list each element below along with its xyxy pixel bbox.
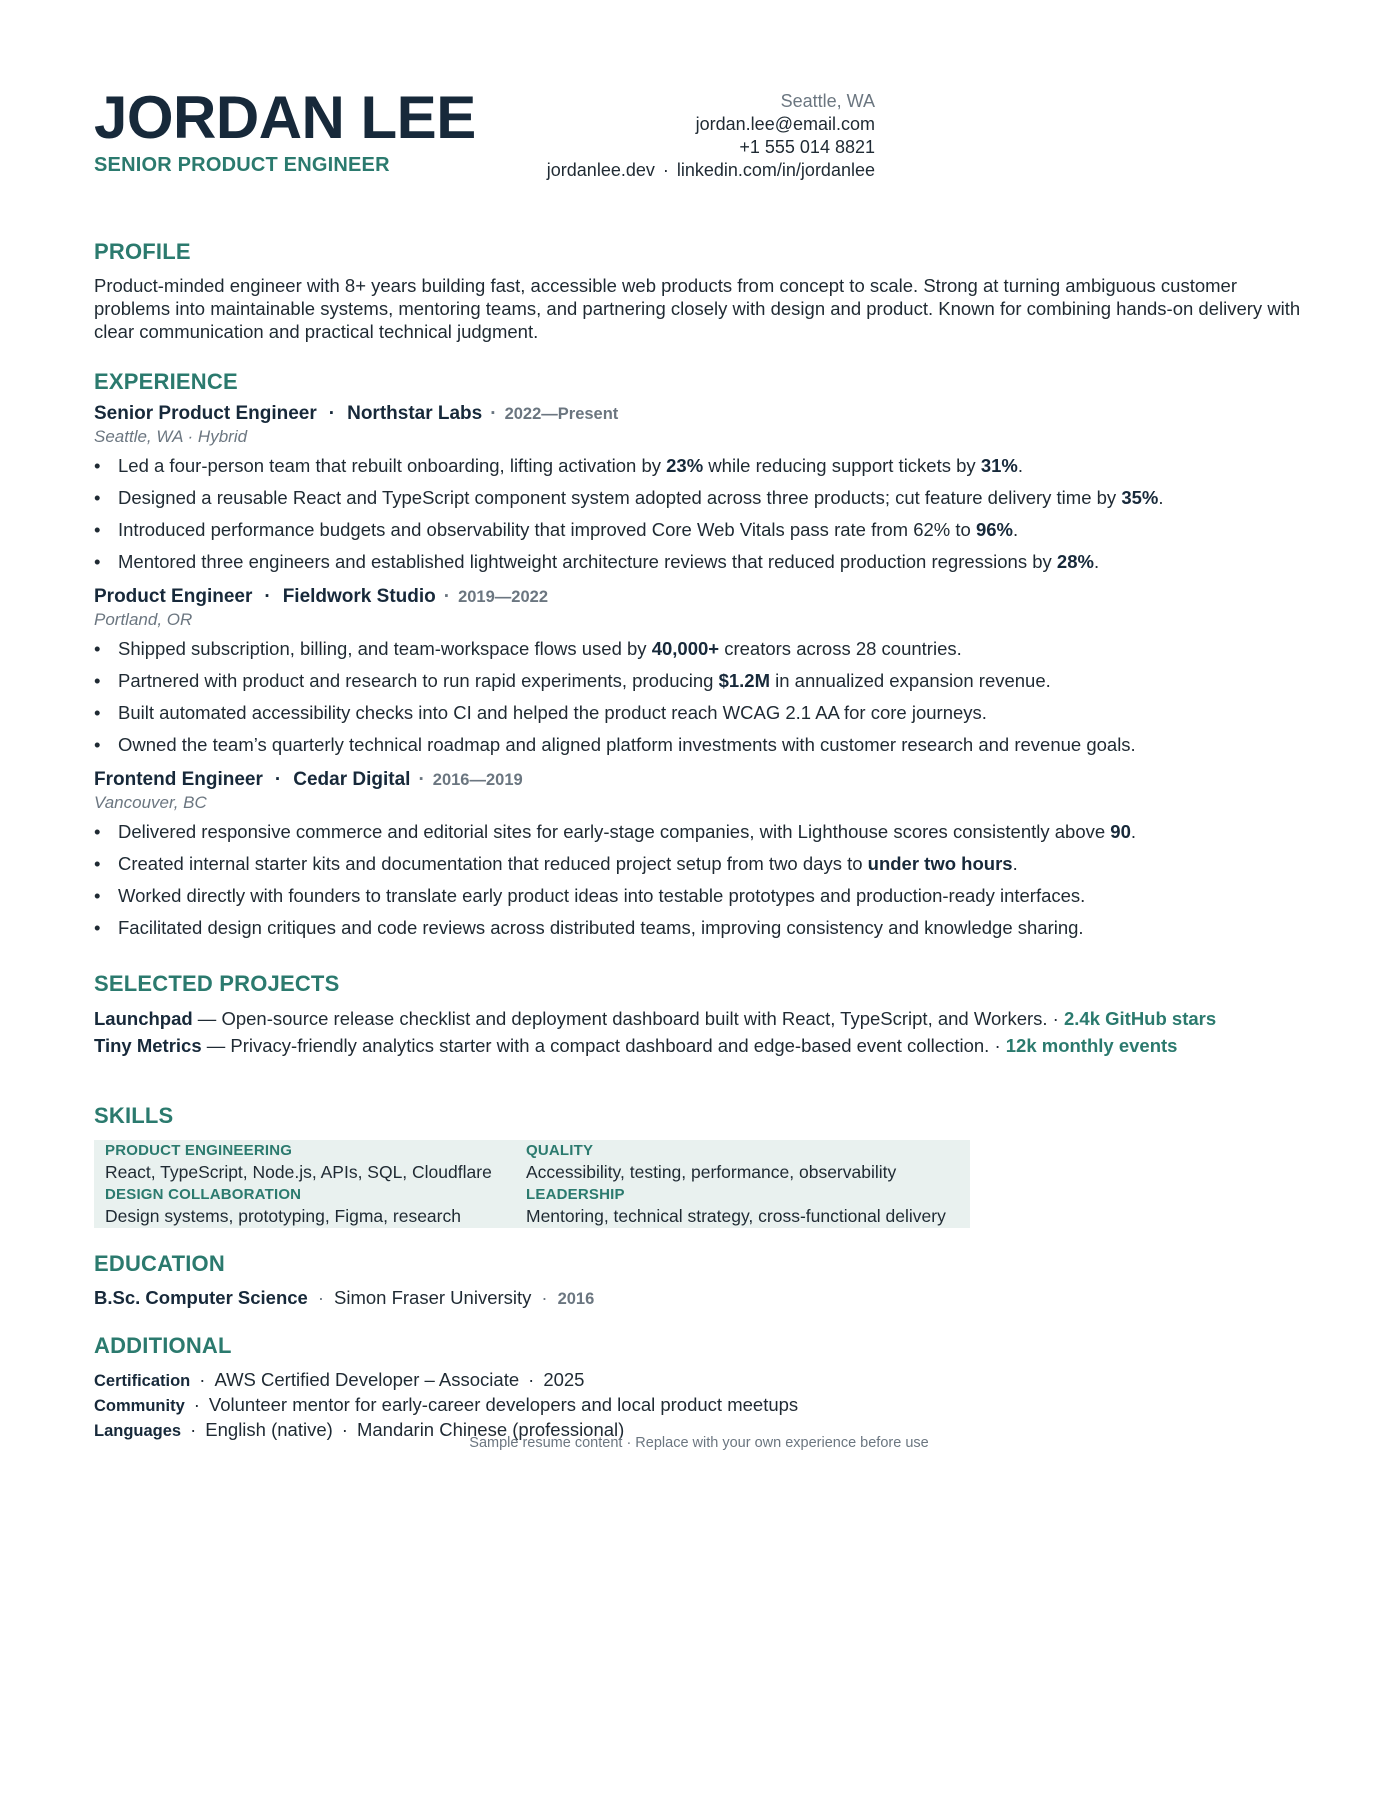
project-metric: 12k monthly events — [1005, 1035, 1178, 1056]
job-location: Vancouver, BC — [94, 793, 207, 812]
bullet-text: while reducing support tickets by — [703, 455, 981, 476]
skill-group-value: Design systems, prototyping, Figma, research — [105, 1206, 461, 1226]
bullet-text: . — [1158, 487, 1164, 508]
bullet-highlight: $1.2M — [718, 670, 770, 691]
separator-dot: · — [341, 1419, 348, 1440]
job-entry — [94, 402, 1304, 578]
contact-phone: +1 555 014 8821 — [739, 137, 875, 157]
job-dates: 2019—2022 — [458, 588, 548, 606]
bullet-text: Led a four-person team that rebuilt onboarding, lifting activation by — [118, 455, 667, 476]
bullet-text: Delivered responsive commerce and editorial sites for early-stage companies, with Lighthouse scores consistently above — [118, 821, 1111, 842]
additional-label: Certification — [94, 1372, 191, 1390]
education-entry — [94, 1286, 1304, 1311]
job-company: Cedar Digital — [293, 769, 411, 790]
bullet-text: in annualized expansion revenue. — [769, 670, 1051, 691]
separator-dot: · — [662, 160, 669, 180]
bullet-item — [94, 697, 1304, 729]
job-bullets — [94, 816, 1304, 944]
experience-section — [94, 368, 1304, 396]
bullet-text: creators across 28 countries. — [719, 638, 962, 659]
additional-value: Mandarin Chinese (professional) — [356, 1419, 625, 1440]
bullet-highlight: 96% — [975, 519, 1013, 540]
project-item — [94, 1035, 1304, 1056]
job-role: Senior Product Engineer — [94, 403, 317, 424]
separator-dot: · — [317, 1287, 325, 1308]
skill-group-value: Accessibility, testing, performance, observability — [526, 1162, 897, 1182]
additional-label: Community — [94, 1397, 185, 1415]
job-role: Product Engineer — [94, 586, 253, 607]
project-desc: — Open-source release checklist and deployment dashboard built with React, TypeScript, and Workers. · — [192, 1008, 1064, 1029]
bullet-text: Owned the team’s quarterly technical roadmap and aligned platform investments with customer research and revenue goals. — [118, 734, 1136, 755]
bullet-highlight: 40,000+ — [651, 638, 720, 659]
additional-row — [94, 1393, 1304, 1418]
candidate-name: JORDAN LEE — [94, 84, 476, 151]
bullet-text: Partnered with product and research to run rapid experiments, producing — [118, 670, 719, 691]
project-item — [94, 1008, 1304, 1029]
education-degree: B.Sc. Computer Science — [94, 1287, 308, 1308]
job-dates: 2022—Present — [504, 405, 619, 423]
bullet-item — [94, 880, 1304, 912]
bullet-text: Built automated accessibility checks into CI and helped the product reach WCAG 2.1 AA for core journeys. — [118, 702, 987, 723]
bullet-item — [94, 912, 1304, 944]
bullet-item — [94, 816, 1304, 848]
resume-header — [94, 82, 1304, 192]
separator-dot: · — [528, 1369, 535, 1390]
skill-group-label: PRODUCT ENGINEERING — [105, 1142, 293, 1159]
section-heading-experience: EXPERIENCE — [94, 369, 238, 394]
education-school: Simon Fraser University — [334, 1287, 532, 1308]
separator-dot: · — [264, 586, 271, 607]
bullet-text: Shipped subscription, billing, and team-workspace flows used by — [118, 638, 652, 659]
education-section — [94, 1250, 1304, 1311]
section-heading-profile: PROFILE — [94, 239, 191, 264]
bullet-highlight: under two hours — [867, 853, 1013, 874]
bullet-item — [94, 665, 1304, 697]
bullet-text: Mentored three engineers and established lightweight architecture reviews that reduced production regressions by — [118, 551, 1057, 572]
job-location: Seattle, WA · Hybrid — [94, 427, 248, 446]
bullet-text: Facilitated design critiques and code reviews across distributed teams, improving consistency and knowledge sharing. — [118, 917, 1084, 938]
separator-dot: · — [190, 1419, 197, 1440]
bullet-highlight: 90 — [1110, 821, 1131, 842]
job-entry — [94, 768, 1304, 944]
skill-group-value: React, TypeScript, Node.js, APIs, SQL, Cloudflare — [105, 1162, 492, 1182]
profile-text: Product-minded engineer with 8+ years building fast, accessible web products from concept to scale. Strong at turning ambiguous customer problems into maintainable systems, mentoring teams, and partnering closely with design and product. Known for combining hands-on delivery with clear communication and practical technical judgment. — [94, 275, 1301, 342]
separator-dot: · — [490, 403, 497, 424]
additional-value: AWS Certified Developer – Associate — [214, 1369, 520, 1390]
bullet-item — [94, 450, 1304, 482]
job-company: Fieldwork Studio — [282, 586, 436, 607]
bullet-highlight: 31% — [980, 455, 1018, 476]
contact-email[interactable]: jordan.lee@email.com — [695, 114, 875, 134]
project-metric: 2.4k GitHub stars — [1063, 1008, 1217, 1029]
job-location: Portland, OR — [94, 610, 193, 629]
bullet-item — [94, 848, 1304, 880]
projects-section — [94, 970, 1304, 1056]
bullet-highlight: 35% — [1121, 487, 1159, 508]
job-bullets — [94, 633, 1304, 761]
skills-section — [94, 1102, 1304, 1130]
skills-table — [94, 1140, 970, 1228]
additional-value: English (native) — [205, 1419, 333, 1440]
bullet-item — [94, 633, 1304, 665]
additional-value: Volunteer mentor for early-career developers and local product meetups — [208, 1394, 799, 1415]
separator-dot: · — [193, 1394, 200, 1415]
job-entry — [94, 585, 1304, 761]
job-header — [94, 768, 1304, 792]
bullet-highlight: 28% — [1056, 551, 1094, 572]
skill-group-label: QUALITY — [526, 1142, 594, 1159]
bullet-text: Introduced performance budgets and observability that improved Core Web Vitals pass rate from 62% to — [118, 519, 976, 540]
project-desc: — Privacy-friendly analytics starter with a compact dashboard and edge-based event collection. · — [201, 1035, 1006, 1056]
additional-value: 2025 — [543, 1369, 585, 1390]
project-name: Launchpad — [94, 1008, 193, 1029]
job-bullets — [94, 450, 1304, 578]
additional-row — [94, 1368, 1304, 1393]
skill-group-label: LEADERSHIP — [526, 1186, 625, 1203]
section-heading-projects: SELECTED PROJECTS — [94, 971, 340, 996]
contact-links — [547, 159, 875, 182]
bullet-text: Created internal starter kits and documentation that reduced project setup from two days to — [118, 853, 868, 874]
bullet-text: Worked directly with founders to translate early product ideas into testable prototypes and production-ready interfaces. — [118, 885, 1086, 906]
additional-section — [94, 1332, 1304, 1443]
job-dates: 2016—2019 — [432, 771, 523, 789]
separator-dot: · — [328, 403, 336, 424]
section-heading-education: EDUCATION — [94, 1251, 225, 1276]
bullet-item — [94, 546, 1304, 578]
separator-dot: · — [418, 769, 425, 790]
candidate-title: SENIOR PRODUCT ENGINEER — [94, 154, 390, 176]
contact-location: Seattle, WA — [780, 91, 875, 111]
additional-label: Languages — [94, 1422, 182, 1440]
bullet-text: . — [1093, 551, 1100, 572]
bullet-text: . — [1012, 853, 1018, 874]
bullet-item — [94, 482, 1304, 514]
section-heading-additional: ADDITIONAL — [94, 1333, 232, 1358]
separator-dot: · — [199, 1369, 206, 1390]
bullet-text: Designed a reusable React and TypeScript component system adopted across three products; cut feature delivery time by — [118, 487, 1122, 508]
contact-website[interactable]: jordanlee.dev — [546, 160, 655, 180]
bullet-text: . — [1130, 821, 1137, 842]
education-year: 2016 — [557, 1290, 595, 1308]
skill-group-label: DESIGN COLLABORATION — [105, 1186, 302, 1203]
bullet-item — [94, 514, 1304, 546]
skill-group-value: Mentoring, technical strategy, cross-functional delivery — [526, 1206, 946, 1226]
section-heading-skills: SKILLS — [94, 1103, 174, 1128]
job-role: Frontend Engineer — [94, 769, 263, 790]
contact-block — [547, 90, 875, 182]
contact-linkedin[interactable]: linkedin.com/in/jordanlee — [676, 160, 875, 180]
job-header — [94, 402, 1304, 426]
bullet-highlight: 23% — [666, 455, 704, 476]
job-header — [94, 585, 1304, 609]
separator-dot: · — [541, 1287, 548, 1308]
job-company: Northstar Labs — [347, 403, 483, 424]
bullet-item — [94, 729, 1304, 761]
bullet-text: . — [1017, 455, 1023, 476]
separator-dot: · — [274, 769, 282, 790]
profile-section — [94, 238, 1304, 343]
project-name: Tiny Metrics — [94, 1035, 202, 1056]
footer-note: Sample resume content · Replace with your own experience before use — [469, 1435, 929, 1451]
separator-dot: · — [443, 586, 451, 607]
bullet-text: . — [1013, 519, 1019, 540]
